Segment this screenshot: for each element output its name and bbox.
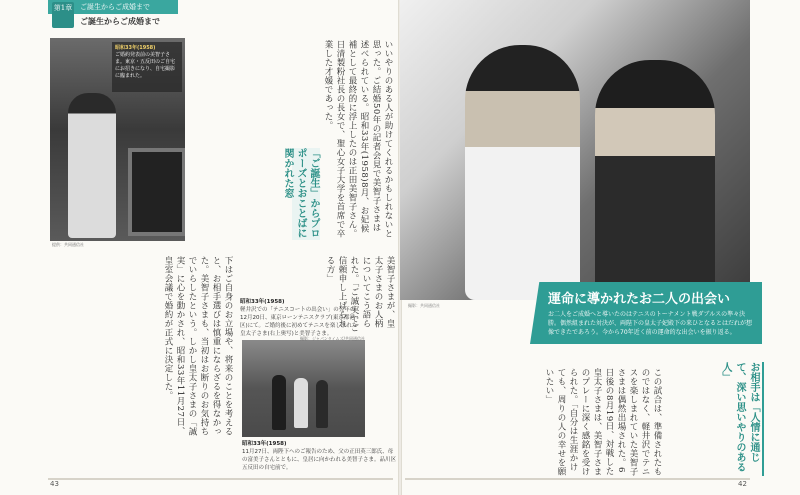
chapter-subtitle: ご誕生からご成婚まで	[80, 3, 150, 11]
section-title: ご誕生からご成婚まで	[80, 17, 160, 26]
photo-person-father	[272, 375, 286, 430]
caption-tennis-text: 軽井沢での「テニスコートの出会い」の翌年の12月20日、東京ローンテニスクラブ(東京都港区)にて。ご婚約後に初めてテニスを楽しまれた皇太子さま(右上奥写)と美智子さま。	[240, 307, 358, 337]
pullquote-partner: お相手は「人情に通じて、深い思いやりのある人」	[720, 362, 759, 472]
photo-couple-tennis	[400, 0, 750, 300]
photo1-caption-text: ご婚約発表前の美智子さま。東京・五反田のご自宅にお招きになり、自宅撮影に臨まれた。	[115, 52, 176, 79]
photo-fireplace	[128, 148, 185, 236]
feature-title: 運命に導かれたお二人の出会い	[548, 292, 731, 307]
body-column-1: いいやりのある人が助けてくれるかもしれないと思った。ご結婚50年の記者会見で美智子さまは述べられている。昭和33年(1958)8月、お妃候補として最終的に浮上したのは正田美智子さん。日清製粉社長の長女で、聖心女子大学を首席で卒業した才媛であった。	[323, 40, 393, 238]
pullquote-rule	[762, 362, 764, 476]
body-column-4: この試合は、準備されたものではなく、軽井沢でテニスを楽しまれていた美智子さまは偶然出場された。6日後の8月19日、対戦した皇太子さまは、美智子さまのプレーに深く感銘を受けられた。「自分は生涯かけても、周りの人の幸せを願いたい」	[544, 368, 662, 476]
body-column-2: 下はご自身のお立場や、将来のことを考えると、お相手選びは慎重にならざるを得なかった。美智子さまも、当初はお断りのお気持ちでいらしたという。しかし皇太子さまの「誠実」に心を動かされ、昭和33年11月27日、皇室会議で婚約が正式に決定した。	[163, 256, 233, 436]
photo-person-michiko	[294, 378, 308, 428]
footer-rule-right	[405, 478, 750, 480]
footer-rule-left	[48, 478, 393, 480]
photo2-credit: 撮影：ジャパンタイムズ/共同通信社	[300, 336, 366, 341]
photo-caption-family	[242, 440, 397, 472]
photo-person-mother	[316, 380, 328, 428]
photo-michiko	[595, 60, 715, 300]
chapter-badge: 第1章	[52, 2, 74, 28]
feature-lead: お二人をご成婚へと導いたのはテニスのトーナメント戦ダブルスの準々決勝。偶然組まれた対決が、両陛下の皇太子妃殿下の来ひとなるとはだれが想像できたであろう。今から70年近く前の運命的な出会いを振り返る。	[548, 311, 753, 336]
caption-tennis-title: 昭和33年(1958)	[240, 299, 285, 305]
page-number-right: 42	[738, 480, 747, 488]
photo-family-walk	[242, 340, 365, 437]
caption-family-title: 昭和33年(1958)	[242, 441, 287, 447]
photo1-caption	[112, 42, 182, 92]
photo-caption-tennis	[240, 298, 360, 338]
body-column-3: 美智子さまが、皇太子さまのお人柄についてこう語られた。「ご誠実でご信頼申し上げられる方」	[325, 256, 395, 333]
photo1-caption-title: 昭和33年(1958)	[115, 45, 156, 51]
caption-family-text: 11月27日、両陛下へのご報告のため、父の正田英三郎氏、母の富美子さんとともに、皇居に向かわれる美智子さま。品川区五反田の自宅前で。	[242, 449, 397, 471]
pullquote-proposal: 「ご誕生」からプロポーズとおことばに関かれた窓	[282, 148, 319, 238]
photo-figure	[68, 93, 116, 238]
page-number-left: 43	[50, 480, 59, 488]
photo-crown-prince	[465, 45, 580, 300]
photo1-credit: 提供：共同通信社	[52, 242, 84, 247]
photo3-credit: 撮影：共同通信社	[408, 303, 440, 308]
